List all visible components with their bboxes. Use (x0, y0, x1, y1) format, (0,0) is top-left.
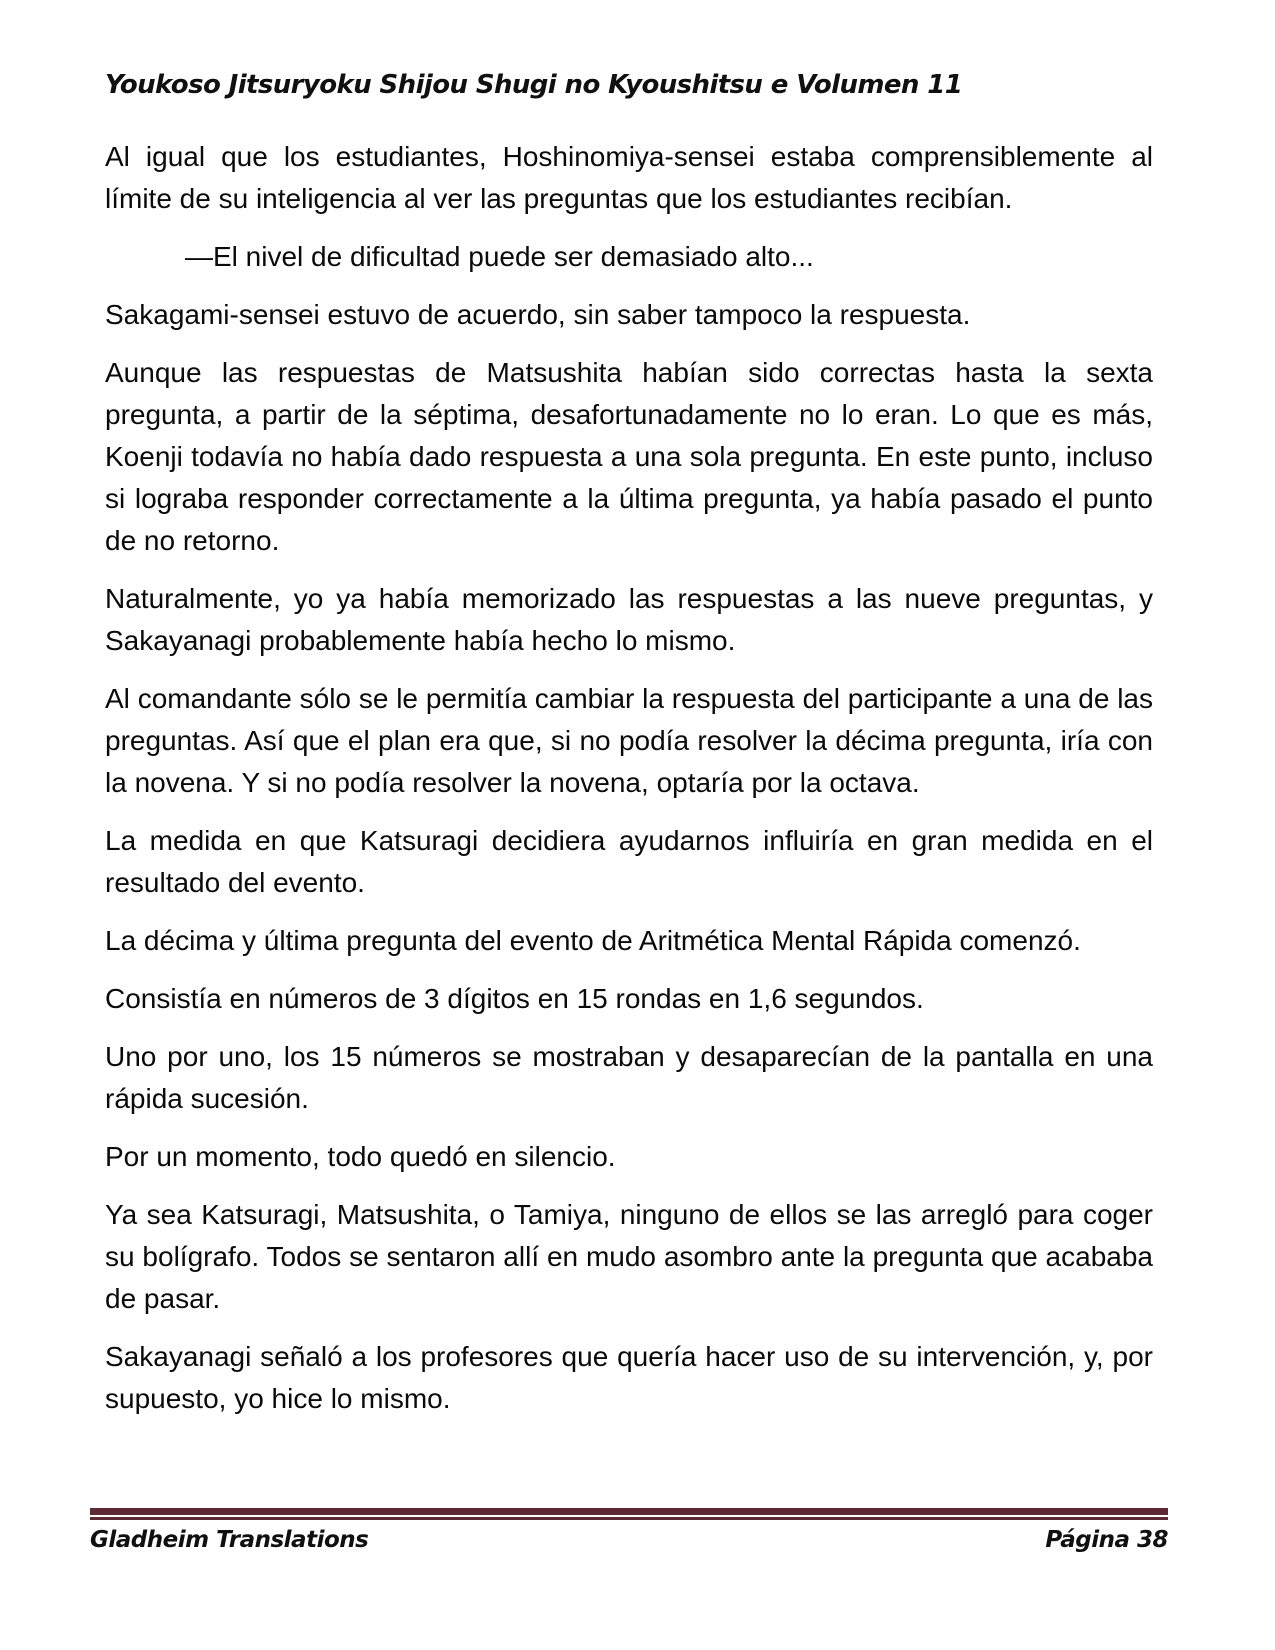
paragraph-4: Aunque las respuestas de Matsushita habían sido correctas hasta la sexta pregunta, a partir de la séptima, desafortunadamente no lo eran. Lo que es más, Koenji todavía no había dado respuesta a una sola pregunta. En este punto, incluso si lograba responder correctamente a la última pregunta, ya había pasado el punto de no retorno. (105, 357, 1153, 556)
paragraph-1: Al igual que los estudiantes, Hoshinomiya-sensei estaba comprensiblemente al límite de su inteligencia al ver las preguntas que los estudiantes recibían. (105, 141, 1153, 214)
paragraph-8: La décima y última pregunta del evento de Aritmética Mental Rápida comenzó. (105, 925, 1081, 956)
paragraph-3: Sakagami-sensei estuvo de acuerdo, sin saber tampoco la respuesta. (105, 299, 971, 330)
paragraph-2-dialogue: —El nivel de dificultad puede ser demasiado alto... (185, 241, 814, 272)
document-body (105, 136, 1153, 1436)
footer-translator: Gladheim Translations (90, 1527, 369, 1553)
footer-divider (90, 1508, 1168, 1520)
paragraph-13: Sakayanagi señaló a los profesores que quería hacer uso de su intervención, y, por supuesto, yo hice lo mismo. (105, 1341, 1153, 1414)
document-title: Youkoso Jitsuryoku Shijou Shugi no Kyoushitsu e Volumen 11 (105, 70, 963, 100)
paragraph-6: Al comandante sólo se le permitía cambiar la respuesta del participante a una de las preguntas. Así que el plan era que, si no podía resolver la décima pregunta, iría con la novena. Y si no podía resolver la novena, optaría por la octava. (105, 683, 1153, 798)
paragraph-12: Ya sea Katsuragi, Matsushita, o Tamiya, ninguno de ellos se las arregló para coger su bolígrafo. Todos se sentaron allí en mudo asombro ante la pregunta que acababa de pasar. (105, 1199, 1153, 1314)
paragraph-10: Uno por uno, los 15 números se mostraban y desaparecían de la pantalla en una rápida sucesión. (105, 1041, 1153, 1114)
footer-row (90, 1527, 1168, 1553)
paragraph-7: La medida en que Katsuragi decidiera ayudarnos influiría en gran medida en el resultado del evento. (105, 825, 1153, 898)
page-header (105, 70, 1153, 100)
paragraph-5: Naturalmente, yo ya había memorizado las respuestas a las nueve preguntas, y Sakayanagi probablemente había hecho lo mismo. (105, 583, 1153, 656)
paragraph-9: Consistía en números de 3 dígitos en 15 rondas en 1,6 segundos. (105, 983, 924, 1014)
footer-page-number: Página 38 (1045, 1527, 1168, 1553)
paragraph-11: Por un momento, todo quedó en silencio. (105, 1141, 616, 1172)
page-footer (90, 1508, 1168, 1553)
